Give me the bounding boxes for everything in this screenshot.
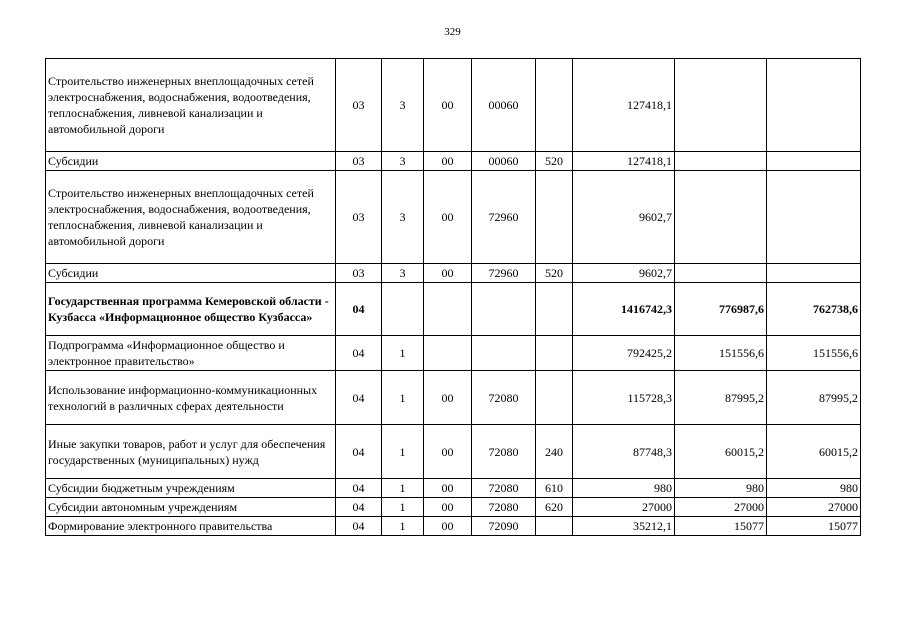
cell-amount-year-1: 115728,3 — [573, 371, 675, 425]
cell-amount-year-2: 15077 — [675, 517, 767, 536]
table-row — [46, 59, 861, 152]
cell-expense-type — [536, 371, 573, 425]
cell-amount-year-3: 27000 — [767, 498, 861, 517]
cell-amount-year-2: 151556,6 — [675, 336, 767, 371]
cell-section: 04 — [336, 517, 382, 536]
cell-subsection: 3 — [382, 152, 424, 171]
table-row — [46, 479, 861, 498]
cell-amount-year-2 — [675, 171, 767, 264]
cell-program: 00 — [424, 59, 472, 152]
cell-amount-year-3: 980 — [767, 479, 861, 498]
table-row — [46, 283, 861, 336]
cell-amount-year-1: 87748,3 — [573, 425, 675, 479]
cell-amount-year-2: 980 — [675, 479, 767, 498]
cell-section: 04 — [336, 479, 382, 498]
cell-expense-type: 520 — [536, 152, 573, 171]
cell-amount-year-3: 87995,2 — [767, 371, 861, 425]
cell-program: 00 — [424, 171, 472, 264]
cell-target-code: 72080 — [472, 479, 536, 498]
cell-expense-type: 610 — [536, 479, 573, 498]
table-row — [46, 336, 861, 371]
cell-amount-year-1: 35212,1 — [573, 517, 675, 536]
cell-subsection: 1 — [382, 336, 424, 371]
cell-expense-type: 620 — [536, 498, 573, 517]
cell-subsection: 3 — [382, 171, 424, 264]
cell-section: 04 — [336, 498, 382, 517]
cell-target-code: 72960 — [472, 264, 536, 283]
cell-expense-type — [536, 517, 573, 536]
cell-target-code — [472, 336, 536, 371]
page-number: 329 — [444, 26, 461, 38]
cell-expense-type — [536, 283, 573, 336]
table-row — [46, 171, 861, 264]
cell-program: 00 — [424, 517, 472, 536]
cell-name: Иные закупки товаров, работ и услуг для обеспечения государственных (муниципальных) нужд — [46, 425, 336, 479]
table-row — [46, 498, 861, 517]
cell-amount-year-2: 87995,2 — [675, 371, 767, 425]
cell-amount-year-3 — [767, 171, 861, 264]
table-row — [46, 425, 861, 479]
cell-amount-year-1: 127418,1 — [573, 59, 675, 152]
cell-amount-year-1: 27000 — [573, 498, 675, 517]
cell-amount-year-3 — [767, 152, 861, 171]
cell-amount-year-1: 9602,7 — [573, 264, 675, 283]
cell-target-code: 72080 — [472, 425, 536, 479]
cell-expense-type — [536, 336, 573, 371]
cell-program: 00 — [424, 479, 472, 498]
budget-table — [45, 58, 861, 536]
cell-amount-year-1: 1416742,3 — [573, 283, 675, 336]
cell-target-code: 72080 — [472, 498, 536, 517]
cell-name: Субсидии бюджетным учреждениям — [46, 479, 336, 498]
cell-amount-year-1: 980 — [573, 479, 675, 498]
cell-amount-year-3 — [767, 59, 861, 152]
cell-subsection: 1 — [382, 517, 424, 536]
cell-subsection: 1 — [382, 425, 424, 479]
cell-amount-year-2: 60015,2 — [675, 425, 767, 479]
table-row — [46, 152, 861, 171]
cell-amount-year-1: 127418,1 — [573, 152, 675, 171]
cell-target-code: 72080 — [472, 371, 536, 425]
cell-section: 04 — [336, 336, 382, 371]
cell-name: Государственная программа Кемеровской области - Кузбасса «Информационное общество Кузбасса» — [46, 283, 336, 336]
cell-section: 03 — [336, 152, 382, 171]
cell-subsection — [382, 283, 424, 336]
cell-amount-year-3: 60015,2 — [767, 425, 861, 479]
cell-subsection: 1 — [382, 371, 424, 425]
cell-amount-year-3 — [767, 264, 861, 283]
cell-name: Субсидии — [46, 152, 336, 171]
cell-target-code: 72090 — [472, 517, 536, 536]
cell-program: 00 — [424, 371, 472, 425]
cell-expense-type: 240 — [536, 425, 573, 479]
cell-amount-year-1: 792425,2 — [573, 336, 675, 371]
table-body — [46, 59, 861, 536]
cell-target-code: 00060 — [472, 59, 536, 152]
cell-section: 04 — [336, 425, 382, 479]
cell-amount-year-2 — [675, 152, 767, 171]
cell-subsection: 3 — [382, 59, 424, 152]
cell-subsection: 3 — [382, 264, 424, 283]
cell-name: Строительство инженерных внеплощадочных сетей электроснабжения, водоснабжения, водоотведения, теплоснабжения, ливневой канализации и автомобильной дороги — [46, 171, 336, 264]
cell-name: Субсидии — [46, 264, 336, 283]
cell-amount-year-3: 15077 — [767, 517, 861, 536]
cell-program: 00 — [424, 498, 472, 517]
cell-name: Использование информационно-коммуникационных технологий в различных сферах деятельности — [46, 371, 336, 425]
cell-expense-type — [536, 59, 573, 152]
cell-amount-year-1: 9602,7 — [573, 171, 675, 264]
cell-subsection: 1 — [382, 498, 424, 517]
cell-section: 04 — [336, 283, 382, 336]
cell-program — [424, 283, 472, 336]
cell-name: Формирование электронного правительства — [46, 517, 336, 536]
cell-name: Подпрограмма «Информационное общество и электронное правительство» — [46, 336, 336, 371]
cell-program: 00 — [424, 264, 472, 283]
cell-name: Строительство инженерных внеплощадочных сетей электроснабжения, водоснабжения, водоотведения, теплоснабжения, ливневой канализации и автомобильной дороги — [46, 59, 336, 152]
cell-subsection: 1 — [382, 479, 424, 498]
cell-program — [424, 336, 472, 371]
cell-target-code — [472, 283, 536, 336]
cell-program: 00 — [424, 425, 472, 479]
cell-amount-year-3: 151556,6 — [767, 336, 861, 371]
table-row — [46, 517, 861, 536]
cell-name: Субсидии автономным учреждениям — [46, 498, 336, 517]
cell-amount-year-2: 27000 — [675, 498, 767, 517]
cell-amount-year-3: 762738,6 — [767, 283, 861, 336]
cell-amount-year-2 — [675, 264, 767, 283]
table-row — [46, 264, 861, 283]
cell-section: 03 — [336, 264, 382, 283]
cell-section: 03 — [336, 59, 382, 152]
cell-section: 03 — [336, 171, 382, 264]
cell-expense-type — [536, 171, 573, 264]
cell-target-code: 72960 — [472, 171, 536, 264]
table-row — [46, 371, 861, 425]
cell-amount-year-2 — [675, 59, 767, 152]
cell-expense-type: 520 — [536, 264, 573, 283]
cell-program: 00 — [424, 152, 472, 171]
cell-target-code: 00060 — [472, 152, 536, 171]
cell-section: 04 — [336, 371, 382, 425]
cell-amount-year-2: 776987,6 — [675, 283, 767, 336]
